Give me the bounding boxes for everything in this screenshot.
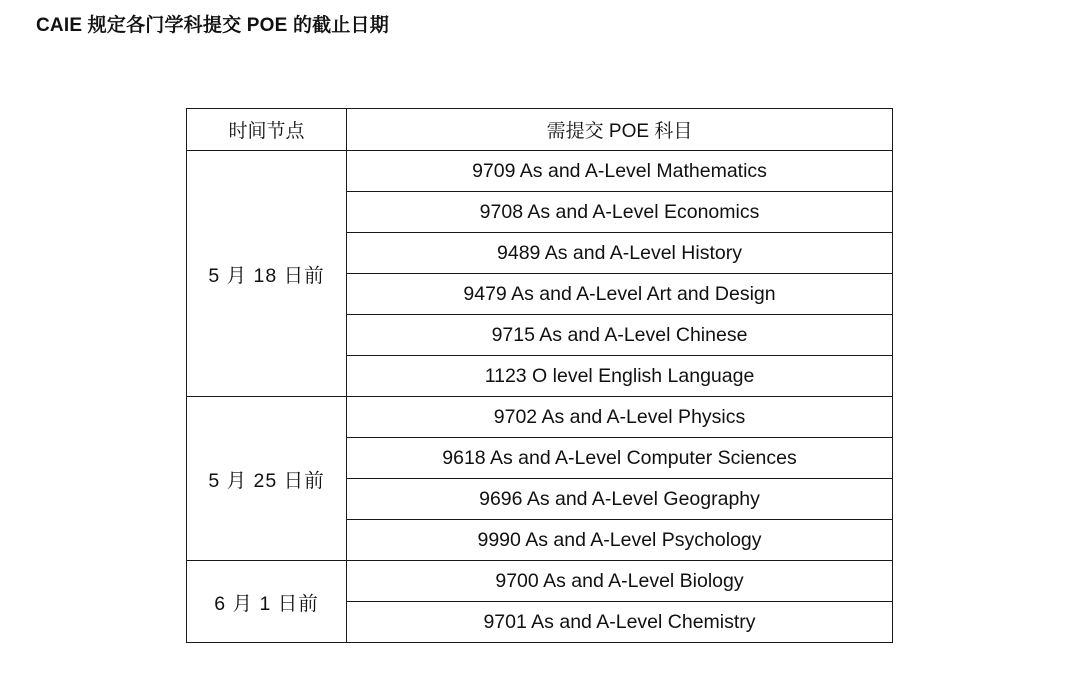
deadline-date-cell: 5 月 18 日前 — [187, 151, 347, 397]
subject-cell: 1123 O level English Language — [347, 356, 893, 397]
subject-cell: 9990 As and A-Level Psychology — [347, 520, 893, 561]
subject-cell: 9489 As and A-Level History — [347, 233, 893, 274]
header-subjects: 需提交 POE 科目 — [347, 109, 893, 151]
table-row — [187, 397, 893, 438]
subject-cell: 9702 As and A-Level Physics — [347, 397, 893, 438]
subject-cell: 9479 As and A-Level Art and Design — [347, 274, 893, 315]
table-header-row — [187, 109, 893, 151]
table-row — [187, 561, 893, 602]
deadline-date-cell: 5 月 25 日前 — [187, 397, 347, 561]
subject-cell: 9715 As and A-Level Chinese — [347, 315, 893, 356]
subject-cell: 9709 As and A-Level Mathematics — [347, 151, 893, 192]
subject-cell: 9696 As and A-Level Geography — [347, 479, 893, 520]
subject-cell: 9708 As and A-Level Economics — [347, 192, 893, 233]
deadline-date-cell: 6 月 1 日前 — [187, 561, 347, 643]
subject-cell: 9618 As and A-Level Computer Sciences — [347, 438, 893, 479]
subject-cell: 9700 As and A-Level Biology — [347, 561, 893, 602]
poe-deadline-table — [186, 108, 893, 643]
document-title: CAIE 规定各门学科提交 POE 的截止日期 — [36, 15, 389, 36]
subject-cell: 9701 As and A-Level Chemistry — [347, 602, 893, 643]
header-date: 时间节点 — [187, 109, 347, 151]
table-row — [187, 151, 893, 192]
